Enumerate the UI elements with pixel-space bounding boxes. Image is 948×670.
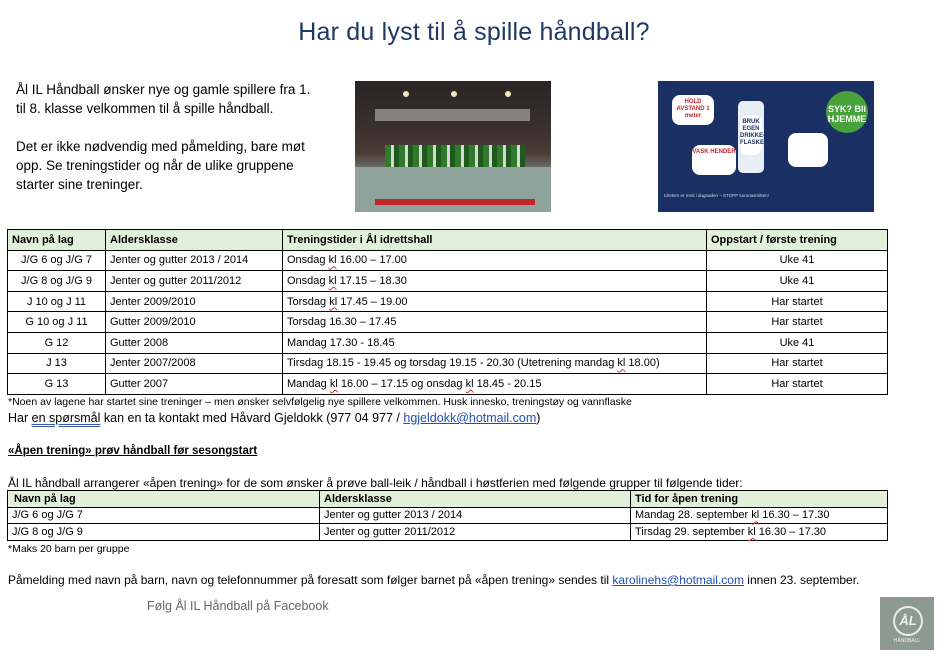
table-row <box>8 507 888 524</box>
times-cell <box>283 374 707 395</box>
team-cell: J 13 <box>8 353 106 374</box>
facebook-follow-text[interactable]: Følg Ål IL Håndball på Facebook <box>147 599 329 613</box>
time-cell <box>631 524 888 541</box>
column-header: Tid for åpen trening <box>631 491 888 508</box>
club-logo <box>880 597 934 650</box>
contact-pre: Har <box>8 411 32 425</box>
poster-bottle-text: BRUK EGEN DRIKKE-FLASKE <box>740 115 762 155</box>
group-limit-note: *Maks 20 barn per gruppe <box>8 543 130 555</box>
table-row <box>8 312 888 333</box>
poster-badge: SYK? Bli HJEMME <box>826 91 868 133</box>
table-row <box>8 271 888 292</box>
time-cell <box>631 507 888 524</box>
team-cell: G 10 og J 11 <box>8 312 106 333</box>
text-segment: kl <box>747 525 756 538</box>
contact-line <box>8 411 540 425</box>
age-cell: Jenter 2007/2008 <box>106 353 283 374</box>
poster-bubble-other <box>788 133 828 167</box>
text-segment: 16.00 – 17.15 og onsdag <box>337 377 466 390</box>
column-header: Navn på lag <box>8 491 320 508</box>
start-cell: Uke 41 <box>707 250 888 271</box>
text-segment: 17.15 – 18.30 <box>336 274 407 287</box>
team-cell: G 13 <box>8 374 106 395</box>
age-cell: Gutter 2009/2010 <box>106 312 283 333</box>
text-segment: 16.30 – 17.30 <box>755 525 826 538</box>
open-training-table <box>7 490 888 541</box>
age-cell: Jenter og gutter 2013 / 2014 <box>320 507 631 524</box>
text-segment: kl <box>751 509 760 522</box>
training-table <box>7 229 888 395</box>
table-row <box>8 353 888 374</box>
text-segment: kl <box>329 295 338 308</box>
team-photo <box>355 81 551 212</box>
text-segment: 16.00 – 17.00 <box>336 254 407 267</box>
times-cell <box>283 332 707 353</box>
contact-email-link[interactable]: hgjeldokk@hotmail.com <box>403 411 537 425</box>
table-row <box>8 332 888 353</box>
times-cell <box>283 291 707 312</box>
times-cell <box>283 271 707 292</box>
intro-paragraph-1: Ål IL Håndball ønsker nye og gamle spillere fra 1. til 8. klasse velkommen til å spille håndball. <box>16 82 311 116</box>
column-header: Aldersklasse <box>320 491 631 508</box>
times-cell <box>283 353 707 374</box>
text-segment: 17.45 – 19.00 <box>337 295 408 308</box>
open-training-heading: «Åpen trening» prøv håndball før sesongstart <box>8 445 258 457</box>
text-segment: Tirsdag 18.15 - 19.45 og torsdag 19.15 - 20.30 (Utetrening mandag <box>287 357 618 370</box>
column-header: Navn på lag <box>8 230 106 251</box>
signup-pre: Påmelding med navn på barn, navn og telefonnummer på foresatt som følger barnet på «åpen trening» sendes til <box>8 573 613 587</box>
poster-bubble-handwash: VASK HENDER <box>692 145 736 175</box>
start-cell: Uke 41 <box>707 332 888 353</box>
intro-paragraph-2: Det er ikke nødvendig med påmelding, bare møt opp. Se treningstider og når de ulike gruppene starter sine treninger. <box>16 139 305 192</box>
contact-underlined: en spørsmål <box>31 411 101 425</box>
page-title: Har du lyst til å spille håndball? <box>298 18 650 46</box>
team-cell: J/G 8 og J/G 9 <box>8 524 320 541</box>
club-logo-label: HÅNDBALL <box>893 638 921 644</box>
text-segment: kl <box>329 377 338 390</box>
intro-text <box>16 80 316 213</box>
text-segment: Mandag 28. september <box>635 509 752 522</box>
club-logo-mark: ÅL <box>893 606 923 636</box>
table-row <box>8 291 888 312</box>
bottle-icon <box>738 101 764 173</box>
table-row <box>8 250 888 271</box>
text-segment: Mandag 17.30 - 18.45 <box>287 336 395 349</box>
age-cell: Jenter og gutter 2013 / 2014 <box>106 250 283 271</box>
poster-footer: Idretten er med i dugnaden – STOPP koronasmitten! <box>664 193 769 198</box>
age-cell: Gutter 2008 <box>106 332 283 353</box>
text-segment: Torsdag 16.30 – 17.45 <box>287 316 397 329</box>
training-note: *Noen av lagene har startet sine treninger – men ønsker selvfølgelig nye spillere velkommen. Husk innesko, treningstøy og vannflaske <box>8 396 632 408</box>
age-cell: Gutter 2007 <box>106 374 283 395</box>
start-cell: Har startet <box>707 312 888 333</box>
poster-bubble-distance: HOLD AVSTAND 1 meter <box>672 95 714 125</box>
age-cell: Jenter og gutter 2011/2012 <box>320 524 631 541</box>
signup-line <box>8 573 859 587</box>
start-cell: Har startet <box>707 291 888 312</box>
start-cell: Uke 41 <box>707 271 888 292</box>
contact-mid: kan en ta kontakt med Håvard Gjeldokk (977 04 977 / <box>100 411 404 425</box>
text-segment: Mandag <box>287 377 330 390</box>
column-header: Oppstart / første trening <box>707 230 888 251</box>
times-cell <box>283 312 707 333</box>
column-header: Aldersklasse <box>106 230 283 251</box>
text-segment: 16.30 – 17.30 <box>759 509 830 522</box>
text-segment: kl <box>465 377 474 390</box>
team-cell: J/G 6 og J/G 7 <box>8 507 320 524</box>
text-segment: Tirsdag 29. september <box>635 525 748 538</box>
table-row <box>8 374 888 395</box>
text-segment: Torsdag <box>287 295 330 308</box>
age-cell: Jenter og gutter 2011/2012 <box>106 271 283 292</box>
team-cell: J/G 6 og J/G 7 <box>8 250 106 271</box>
column-header: Treningstider i Ål idrettshall <box>283 230 707 251</box>
contact-post: ) <box>536 411 541 425</box>
corona-poster <box>658 81 874 212</box>
signup-post: innen 23. september. <box>743 573 860 587</box>
start-cell: Har startet <box>707 353 888 374</box>
team-cell: G 12 <box>8 332 106 353</box>
times-cell <box>283 250 707 271</box>
text-segment: kl <box>328 274 337 287</box>
table-row <box>8 524 888 541</box>
signup-email-link[interactable]: karolinehs@hotmail.com <box>612 573 744 587</box>
team-cell: J/G 8 og J/G 9 <box>8 271 106 292</box>
age-cell: Jenter 2009/2010 <box>106 291 283 312</box>
text-segment: kl <box>328 254 337 267</box>
text-segment: 18.45 - 20.15 <box>473 377 542 390</box>
text-segment: Onsdag <box>287 254 329 267</box>
text-segment: kl <box>617 357 626 370</box>
start-cell: Har startet <box>707 374 888 395</box>
open-training-text: Ål IL håndball arrangerer «åpen trening» for de som ønsker å prøve ball-leik / håndball i høstferien med følgende grupper til følgende tider: <box>8 476 743 490</box>
text-segment: 18.00) <box>625 357 660 370</box>
text-segment: Onsdag <box>287 274 329 287</box>
team-cell: J 10 og J 11 <box>8 291 106 312</box>
